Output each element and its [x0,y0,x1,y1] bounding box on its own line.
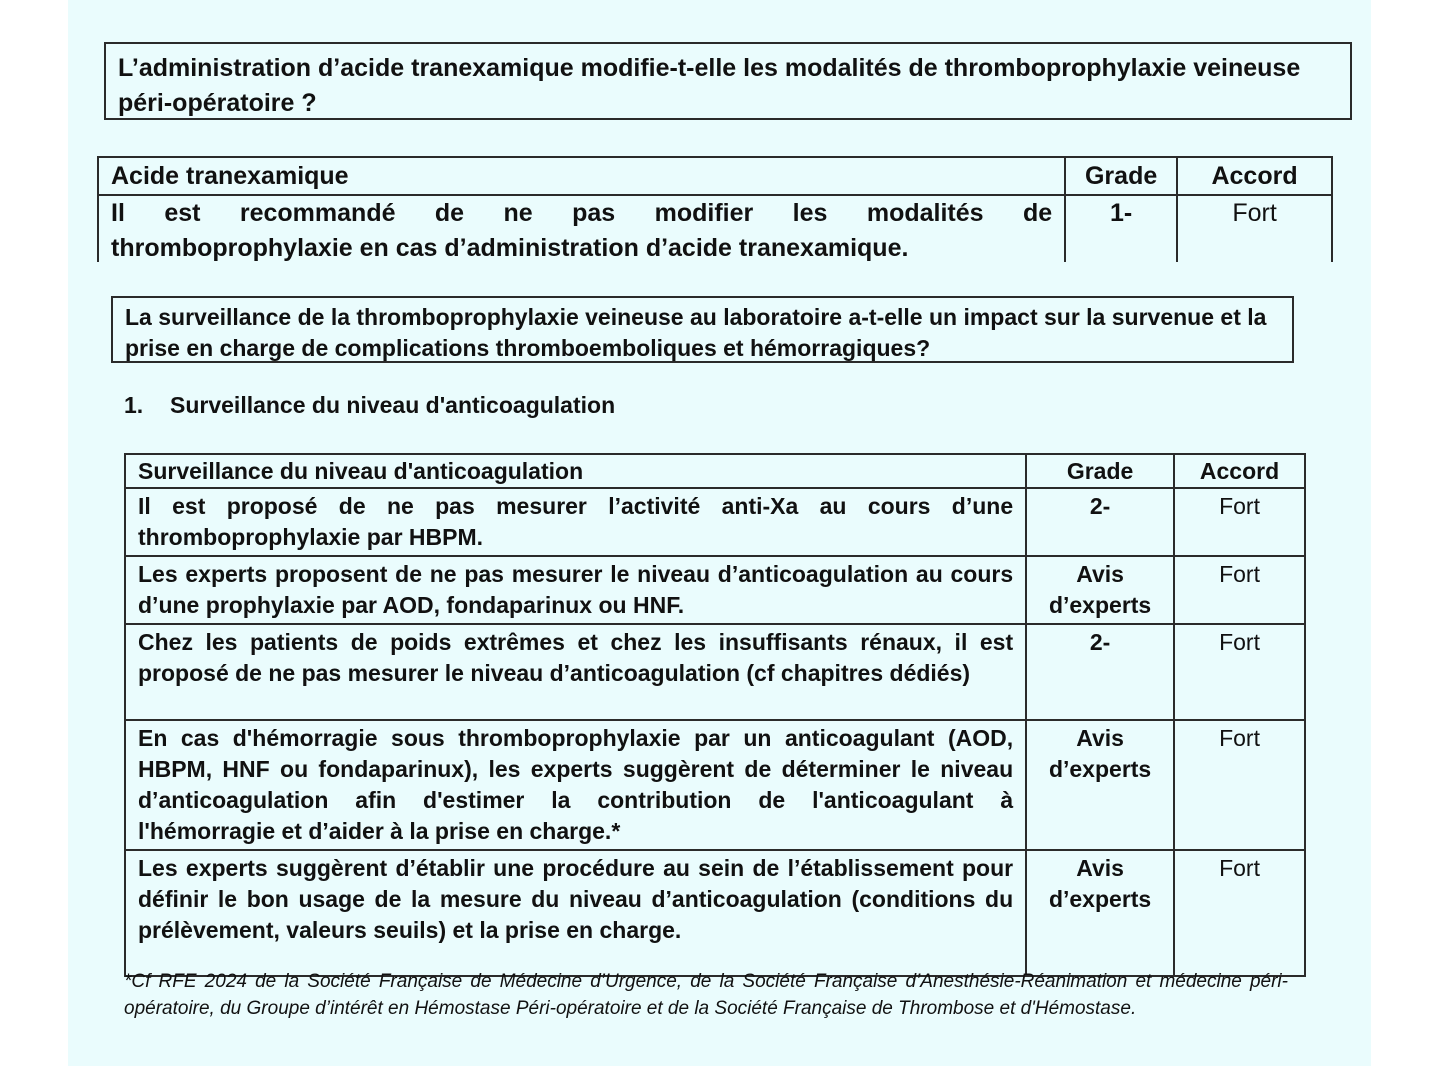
table-tranexamic [97,156,1333,262]
table-anticoagulation [124,453,1306,977]
question-box-tranexamic [104,42,1352,120]
recommendation-grade: Avis d’experts [1026,720,1174,850]
header-grade: Grade [1026,454,1174,488]
recommendation-grade: 2- [1026,488,1174,556]
section-title: Surveillance du niveau d'anticoagulation [170,392,616,418]
recommendation-text: En cas d'hémorragie sous thromboprophylaxie par un anticoagulant (AOD, HBPM, HNF ou fondaparinux), les experts suggèrent de déterminer le niveau d’anticoagulation afin d'estimer la contribution de l'anticoagulant à l'hémorragie et d’aider à la prise en charge.* [125,720,1026,850]
table-row [98,195,1332,262]
header-topic: Surveillance du niveau d'anticoagulation [125,454,1026,488]
recommendation-accord: Fort [1174,624,1305,720]
recommendation-line-2: thromboprophylaxie en cas d’administration d’acide tranexamique. [111,234,909,262]
header-topic: Acide tranexamique [98,157,1065,195]
header-accord: Accord [1174,454,1305,488]
table-header-row [98,157,1332,195]
table-tranexamic-clip [97,156,1337,262]
question-text: La surveillance de la thromboprophylaxie veineuse au laboratoire a-t-elle un impact sur la survenue et la prise en charge de complications thromboemboliques et hémorragiques? [125,304,1267,361]
recommendation-accord: Fort [1174,556,1305,624]
header-grade: Grade [1065,157,1177,195]
header-accord: Accord [1177,157,1332,195]
table-row [125,488,1305,556]
footnote: *Cf RFE 2024 de la Société Française de Médecine d’Urgence, de la Société Française d’Anesthésie-Réanimation et médecine péri-opératoire, du Groupe d’intérêt en Hémostase Péri-opératoire et de la Société Française de Thrombose et d'Hémostase. [124,971,1288,1019]
table-row [125,556,1305,624]
table-row [125,720,1305,850]
question-text: L’administration d’acide tranexamique modifie-t-elle les modalités de thromboprophylaxie veineuse péri-opératoire ? [118,54,1301,117]
recommendation-grade: 2- [1026,624,1174,720]
question-box-monitoring [111,296,1294,363]
recommendation-accord: Fort [1177,195,1332,262]
recommendation-line-1: Il est recommandé de ne pas modifier les modalités de [111,199,1053,227]
recommendation-text [98,195,1065,262]
recommendation-text: Les experts suggèrent d’établir une procédure au sein de l’établissement pour définir le bon usage de la mesure du niveau d’anticoagulation (conditions du prélèvement, valeurs seuils) et la prise en charge. [125,850,1026,976]
recommendation-text: Il est proposé de ne pas mesurer l’activité anti-Xa au cours d’une thromboprophylaxie par HBPM. [125,488,1026,556]
document-page [68,0,1371,1066]
recommendation-accord: Fort [1174,488,1305,556]
recommendation-accord: Fort [1174,850,1305,976]
section-number: 1. [124,392,144,418]
recommendation-text: Les experts proposent de ne pas mesurer le niveau d’anticoagulation au cours d’une prophylaxie par AOD, fondaparinux ou HNF. [125,556,1026,624]
recommendation-grade: Avis d’experts [1026,850,1174,976]
table-row [125,850,1305,976]
section-heading [124,392,615,419]
recommendation-grade: Avis d’experts [1026,556,1174,624]
recommendation-accord: Fort [1174,720,1305,850]
recommendation-grade: 1- [1065,195,1177,262]
table-row [125,624,1305,720]
table-header-row [125,454,1305,488]
recommendation-text: Chez les patients de poids extrêmes et chez les insuffisants rénaux, il est proposé de ne pas mesurer le niveau d’anticoagulation (cf chapitres dédiés) [125,624,1026,720]
